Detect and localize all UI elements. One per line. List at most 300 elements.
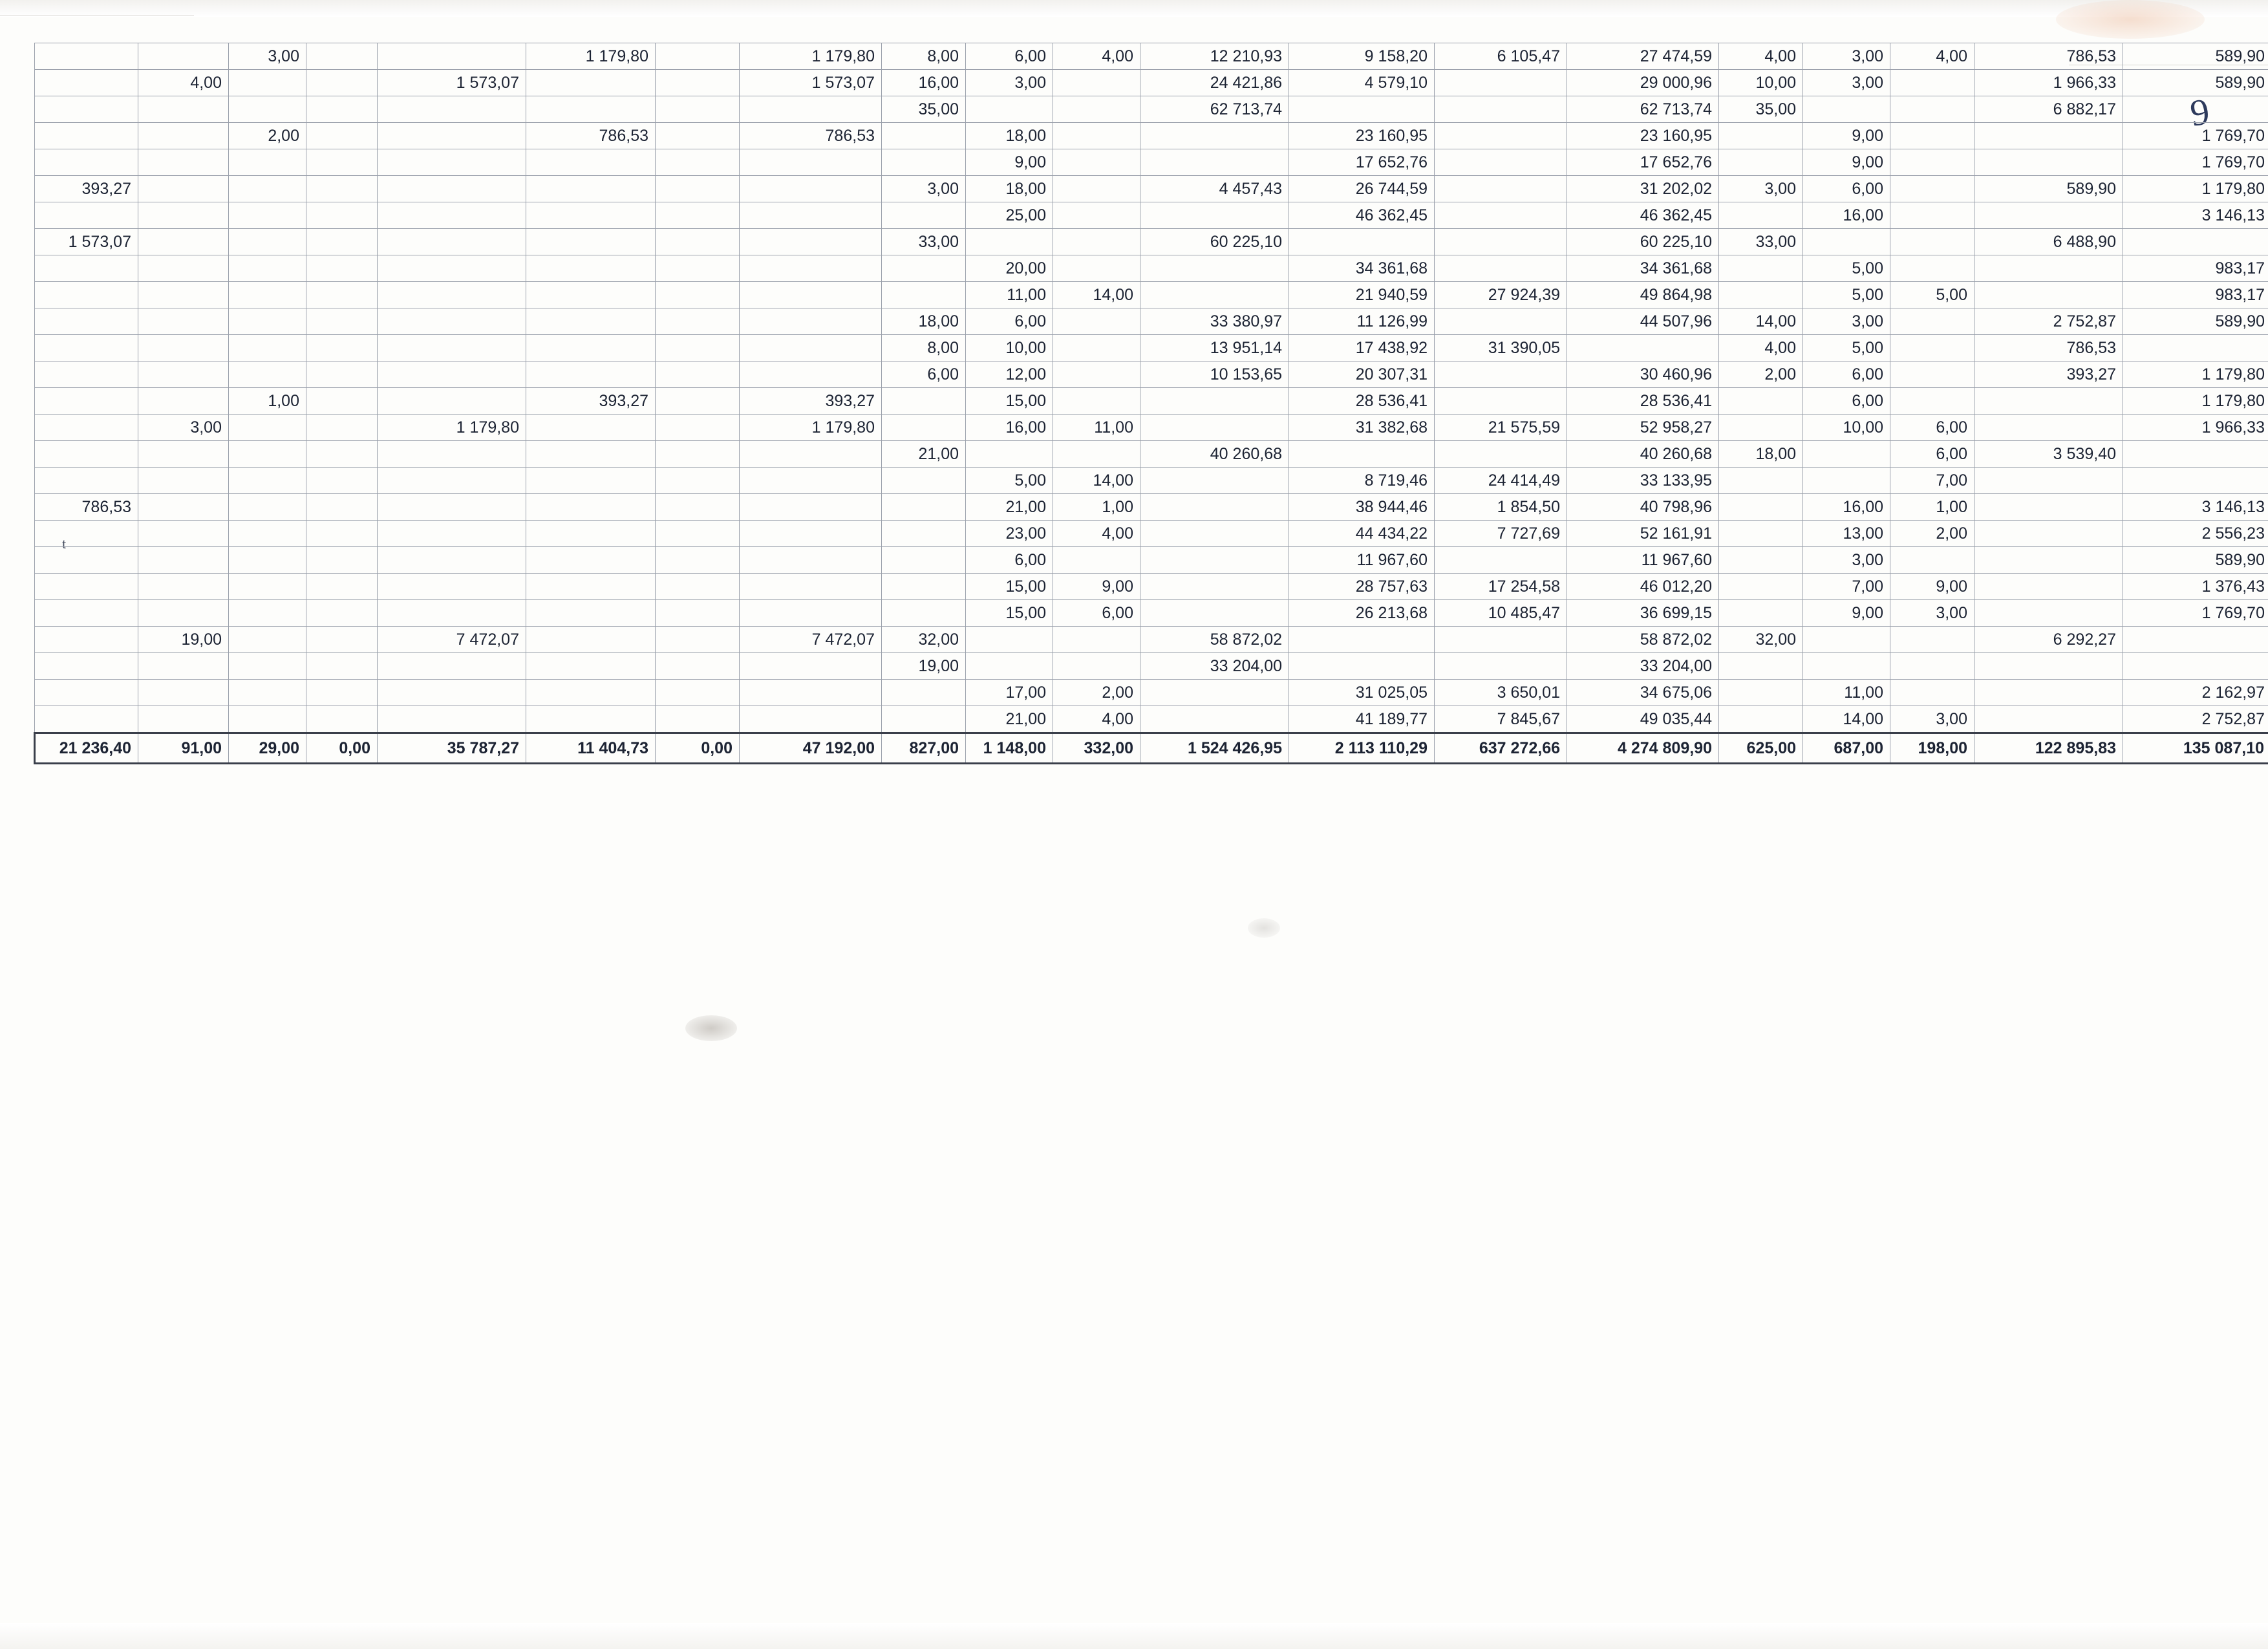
cell: 52 958,27: [1567, 415, 1719, 441]
cell: 6,00: [1803, 361, 1890, 388]
cell: [1719, 494, 1803, 521]
cell: 786,53: [1974, 43, 2123, 70]
cell: [1053, 627, 1140, 653]
cell: 35,00: [1719, 96, 1803, 123]
cell: 58 872,02: [1140, 627, 1289, 653]
cell: [740, 494, 882, 521]
totals-row: [35, 733, 2268, 764]
cell: 10 153,65: [1140, 361, 1289, 388]
cell: [2123, 441, 2268, 468]
cell: [1435, 149, 1567, 176]
cell: [378, 149, 526, 176]
cell: 983,17: [2123, 255, 2268, 282]
cell: 786,53: [526, 123, 656, 149]
cell: [1803, 627, 1890, 653]
cell: 15,00: [966, 574, 1053, 600]
cell: 2 556,23: [2123, 521, 2268, 547]
cell: [1719, 468, 1803, 494]
cell: [306, 521, 378, 547]
cell: 20 307,31: [1289, 361, 1435, 388]
cell: 32,00: [882, 627, 966, 653]
cell: [229, 547, 306, 574]
cell: [306, 547, 378, 574]
cell: 6,00: [1803, 388, 1890, 415]
cell: 3,00: [882, 176, 966, 202]
cell: [229, 680, 306, 706]
cell: [378, 335, 526, 361]
cell: [306, 123, 378, 149]
cell: [1140, 574, 1289, 600]
cell: [526, 282, 656, 308]
cell: [1890, 388, 1974, 415]
cell: [306, 494, 378, 521]
cell: [1719, 388, 1803, 415]
cell: [1974, 706, 2123, 733]
cell: 2,00: [1719, 361, 1803, 388]
cell: 16,00: [882, 70, 966, 96]
cell: 1 179,80: [2123, 361, 2268, 388]
cell: 17 438,92: [1289, 335, 1435, 361]
cell: [229, 653, 306, 680]
cell: 3,00: [1803, 70, 1890, 96]
cell: [1719, 123, 1803, 149]
cell: [306, 229, 378, 255]
cell: [1140, 494, 1289, 521]
cell: [138, 96, 229, 123]
total-cell: 637 272,66: [1435, 733, 1567, 764]
cell: [229, 415, 306, 441]
cell: [306, 255, 378, 282]
cell: [35, 335, 138, 361]
cell: 60 225,10: [1140, 229, 1289, 255]
cell: [526, 229, 656, 255]
cell: [306, 415, 378, 441]
cell: [35, 282, 138, 308]
cell: [1289, 627, 1435, 653]
spreadsheet-table: [34, 43, 2268, 764]
cell: [2123, 653, 2268, 680]
cell: 24 414,49: [1435, 468, 1567, 494]
cell: 19,00: [138, 627, 229, 653]
table-row: [35, 441, 2268, 468]
cell: 9,00: [1053, 574, 1140, 600]
cell: [526, 706, 656, 733]
cell: 1,00: [229, 388, 306, 415]
spreadsheet-body: [35, 43, 2268, 764]
cell: [1435, 547, 1567, 574]
cell: 33,00: [1719, 229, 1803, 255]
cell: 1 573,07: [35, 229, 138, 255]
cell: [1719, 415, 1803, 441]
cell: [656, 96, 740, 123]
total-cell: 29,00: [229, 733, 306, 764]
cell: [229, 70, 306, 96]
cell: 9,00: [1803, 123, 1890, 149]
cell: 25,00: [966, 202, 1053, 229]
cell: 3,00: [1803, 308, 1890, 335]
cell: [1719, 600, 1803, 627]
cell: [1140, 123, 1289, 149]
cell: [1974, 494, 2123, 521]
cell: 6,00: [1803, 176, 1890, 202]
cell: [1890, 255, 1974, 282]
cell: [306, 600, 378, 627]
table-row: [35, 361, 2268, 388]
cell: 3,00: [138, 415, 229, 441]
cell: 24 421,86: [1140, 70, 1289, 96]
cell: [1890, 176, 1974, 202]
cell: [1890, 96, 1974, 123]
cell: 18,00: [966, 176, 1053, 202]
cell: [656, 388, 740, 415]
cell: 8,00: [882, 335, 966, 361]
scan-edge-top: [0, 0, 2268, 17]
cell: [138, 229, 229, 255]
table-row: [35, 282, 2268, 308]
cell: 4,00: [1053, 706, 1140, 733]
cell: [35, 574, 138, 600]
cell: 1 179,80: [740, 43, 882, 70]
cell: [882, 706, 966, 733]
cell: [1974, 149, 2123, 176]
cell: 3,00: [1890, 600, 1974, 627]
cell: [306, 96, 378, 123]
cell: 18,00: [882, 308, 966, 335]
cell: 21 940,59: [1289, 282, 1435, 308]
cell: 1,00: [1053, 494, 1140, 521]
cell: 7,00: [1890, 468, 1974, 494]
cell: [2123, 468, 2268, 494]
cell: 1 769,70: [2123, 600, 2268, 627]
cell: 6 882,17: [1974, 96, 2123, 123]
cell: [306, 70, 378, 96]
cell: [138, 255, 229, 282]
cell: [656, 229, 740, 255]
cell: 11,00: [966, 282, 1053, 308]
cell: [229, 521, 306, 547]
cell: [229, 96, 306, 123]
table-row: [35, 202, 2268, 229]
cell: [378, 255, 526, 282]
table-row: [35, 600, 2268, 627]
cell: [1719, 521, 1803, 547]
cell: [229, 149, 306, 176]
cell: 1 966,33: [1974, 70, 2123, 96]
cell: [740, 600, 882, 627]
scan-smudge-mid: [685, 1015, 737, 1041]
cell: [656, 176, 740, 202]
cell: [306, 574, 378, 600]
cell: [1974, 468, 2123, 494]
cell: [229, 706, 306, 733]
cell: 28 536,41: [1567, 388, 1719, 415]
cell: 23 160,95: [1567, 123, 1719, 149]
cell: 20,00: [966, 255, 1053, 282]
cell: 49 864,98: [1567, 282, 1719, 308]
cell: [656, 521, 740, 547]
cell: [1435, 96, 1567, 123]
cell: [138, 441, 229, 468]
total-cell: 198,00: [1890, 733, 1974, 764]
cell: [1890, 680, 1974, 706]
cell: [1435, 441, 1567, 468]
cell: 12 210,93: [1140, 43, 1289, 70]
total-cell: 21 236,40: [35, 733, 138, 764]
cell: [35, 96, 138, 123]
cell: 6,00: [1890, 415, 1974, 441]
cell: [882, 468, 966, 494]
cell: [656, 70, 740, 96]
cell: [1435, 176, 1567, 202]
cell: [740, 706, 882, 733]
total-cell: 2 113 110,29: [1289, 733, 1435, 764]
cell: 26 744,59: [1289, 176, 1435, 202]
cell: 40 260,68: [1567, 441, 1719, 468]
total-cell: 122 895,83: [1974, 733, 2123, 764]
total-cell: 625,00: [1719, 733, 1803, 764]
cell: 589,90: [2123, 70, 2268, 96]
cell: [1719, 706, 1803, 733]
cell: 1 769,70: [2123, 123, 2268, 149]
table-row: [35, 706, 2268, 733]
cell: 4,00: [1053, 43, 1140, 70]
cell: [656, 441, 740, 468]
cell: 30 460,96: [1567, 361, 1719, 388]
cell: 46 362,45: [1289, 202, 1435, 229]
cell: [526, 680, 656, 706]
cell: [1974, 202, 2123, 229]
cell: 4,00: [1719, 43, 1803, 70]
cell: 1 179,80: [378, 415, 526, 441]
cell: 11 967,60: [1567, 547, 1719, 574]
cell: [35, 627, 138, 653]
cell: 6,00: [966, 547, 1053, 574]
cell: [378, 388, 526, 415]
cell: 6 488,90: [1974, 229, 2123, 255]
cell: 3,00: [966, 70, 1053, 96]
cell: [35, 308, 138, 335]
cell: 589,90: [2123, 547, 2268, 574]
total-cell: 687,00: [1803, 733, 1890, 764]
cell: [306, 176, 378, 202]
cell: 16,00: [1803, 202, 1890, 229]
cell: [306, 388, 378, 415]
cell: 21 575,59: [1435, 415, 1567, 441]
cell: 1 376,43: [2123, 574, 2268, 600]
cell: 17 652,76: [1289, 149, 1435, 176]
scan-edge-bottom: [0, 1623, 2268, 1649]
cell: 13 951,14: [1140, 335, 1289, 361]
cell: 33 380,97: [1140, 308, 1289, 335]
cell: [306, 149, 378, 176]
cell: [138, 706, 229, 733]
cell: [1435, 202, 1567, 229]
cell: [138, 308, 229, 335]
cell: 60 225,10: [1567, 229, 1719, 255]
cell: [1435, 255, 1567, 282]
cell: 5,00: [1803, 335, 1890, 361]
cell: [656, 653, 740, 680]
total-cell: 11 404,73: [526, 733, 656, 764]
cell: [656, 494, 740, 521]
cell: 4 579,10: [1289, 70, 1435, 96]
cell: [378, 521, 526, 547]
cell: [229, 574, 306, 600]
cell: [1435, 627, 1567, 653]
cell: 33,00: [882, 229, 966, 255]
total-cell: 1 524 426,95: [1140, 733, 1289, 764]
cell: [526, 415, 656, 441]
cell: 3 146,13: [2123, 494, 2268, 521]
cell: 31 382,68: [1289, 415, 1435, 441]
cell: [740, 282, 882, 308]
cell: [656, 468, 740, 494]
cell: 44 434,22: [1289, 521, 1435, 547]
cell: [138, 123, 229, 149]
table-row: [35, 43, 2268, 70]
cell: [229, 441, 306, 468]
cell: [740, 202, 882, 229]
cell: 393,27: [1974, 361, 2123, 388]
cell: 8,00: [882, 43, 966, 70]
cell: [526, 441, 656, 468]
cell: 15,00: [966, 600, 1053, 627]
cell: [35, 415, 138, 441]
table-row: [35, 468, 2268, 494]
cell: 10,00: [1803, 415, 1890, 441]
cell: [740, 441, 882, 468]
cell: [656, 547, 740, 574]
cell: 3,00: [229, 43, 306, 70]
cell: [1053, 202, 1140, 229]
cell: [882, 574, 966, 600]
cell: [138, 335, 229, 361]
cell: [35, 706, 138, 733]
table-row: [35, 308, 2268, 335]
cell: [1140, 388, 1289, 415]
cell: [656, 255, 740, 282]
cell: 7 472,07: [740, 627, 882, 653]
cell: [1053, 149, 1140, 176]
cell: [378, 202, 526, 229]
cell: [882, 388, 966, 415]
cell: 17 254,58: [1435, 574, 1567, 600]
cell: 3 650,01: [1435, 680, 1567, 706]
cell: [882, 282, 966, 308]
total-cell: 91,00: [138, 733, 229, 764]
cell: [229, 255, 306, 282]
cell: [526, 149, 656, 176]
cell: [2123, 96, 2268, 123]
cell: [306, 202, 378, 229]
cell: 31 025,05: [1289, 680, 1435, 706]
cell: 9,00: [966, 149, 1053, 176]
cell: [35, 547, 138, 574]
cell: 2,00: [229, 123, 306, 149]
cell: [1803, 653, 1890, 680]
cell: 3,00: [1803, 547, 1890, 574]
cell: [1140, 680, 1289, 706]
table-row: [35, 521, 2268, 547]
cell: [138, 653, 229, 680]
cell: [378, 441, 526, 468]
table-row: [35, 335, 2268, 361]
cell: [966, 229, 1053, 255]
cell: [35, 521, 138, 547]
cell: [1719, 149, 1803, 176]
cell: 21,00: [966, 494, 1053, 521]
cell: 393,27: [740, 388, 882, 415]
cell: 13,00: [1803, 521, 1890, 547]
cell: 1 179,80: [2123, 176, 2268, 202]
cell: 10 485,47: [1435, 600, 1567, 627]
cell: [138, 388, 229, 415]
cell: [1719, 202, 1803, 229]
cell: [656, 600, 740, 627]
cell: [378, 653, 526, 680]
cell: 28 757,63: [1289, 574, 1435, 600]
cell: [526, 70, 656, 96]
cell: 1 573,07: [740, 70, 882, 96]
cell: [229, 229, 306, 255]
cell: [306, 282, 378, 308]
cell: [1289, 441, 1435, 468]
cell: [740, 680, 882, 706]
cell: [526, 653, 656, 680]
cell: 9,00: [1803, 149, 1890, 176]
cell: 32,00: [1719, 627, 1803, 653]
cell: [229, 202, 306, 229]
cell: 10,00: [966, 335, 1053, 361]
cell: [656, 43, 740, 70]
cell: [882, 149, 966, 176]
cell: [740, 547, 882, 574]
table-row: [35, 96, 2268, 123]
cell: [138, 282, 229, 308]
cell: [378, 547, 526, 574]
cell: [138, 149, 229, 176]
cell: [526, 255, 656, 282]
cell: 1 179,80: [526, 43, 656, 70]
cell: 2 752,87: [2123, 706, 2268, 733]
cell: [378, 96, 526, 123]
cell: [1053, 70, 1140, 96]
cell: [306, 627, 378, 653]
cell: 14,00: [1053, 282, 1140, 308]
table-row: [35, 627, 2268, 653]
cell: [526, 361, 656, 388]
cell: [740, 308, 882, 335]
cell: 15,00: [966, 388, 1053, 415]
cell: 11 126,99: [1289, 308, 1435, 335]
cell: [882, 415, 966, 441]
cell: 35,00: [882, 96, 966, 123]
cell: [306, 308, 378, 335]
cell: [1435, 70, 1567, 96]
cell: 11,00: [1803, 680, 1890, 706]
cell: 18,00: [966, 123, 1053, 149]
cell: [138, 468, 229, 494]
cell: [1803, 229, 1890, 255]
cell: 3 146,13: [2123, 202, 2268, 229]
cell: [1719, 255, 1803, 282]
cell: [1974, 521, 2123, 547]
cell: [1974, 600, 2123, 627]
cell: [1719, 282, 1803, 308]
scan-smudge-lower: [1248, 918, 1280, 938]
cell: [966, 627, 1053, 653]
cell: [740, 361, 882, 388]
